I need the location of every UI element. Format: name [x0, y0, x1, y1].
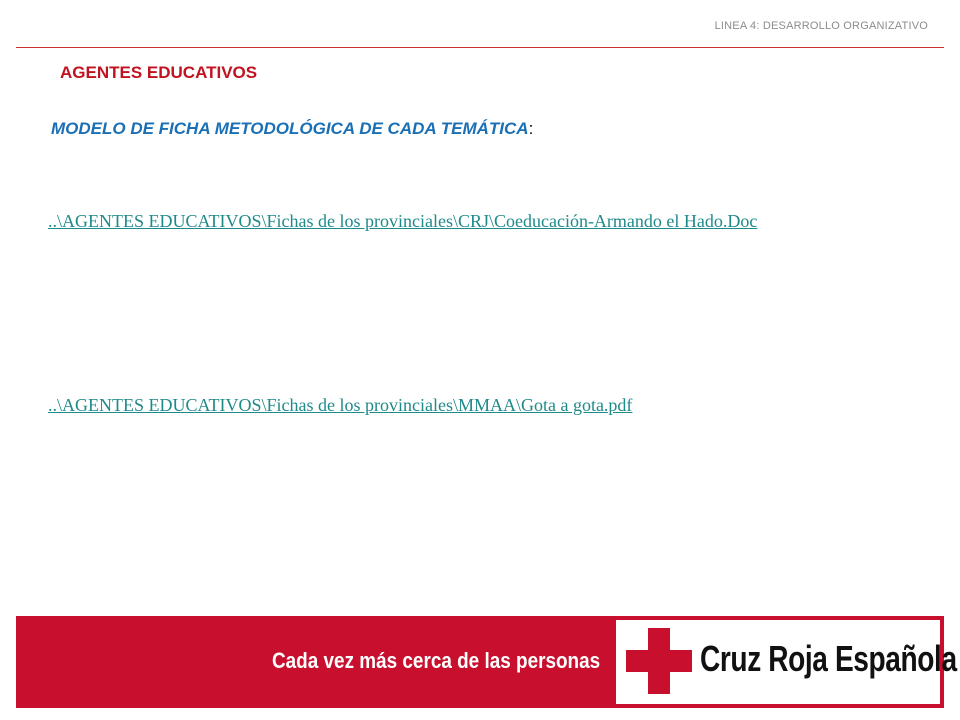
footer-tagline: Cada vez más cerca de las personas [272, 648, 601, 673]
cruz-roja-logo [616, 620, 957, 704]
file-link-coeducacion[interactable]: ..\AGENTES EDUCATIVOS\Fichas de los provinciales\CRJ\Coeducación-Armando el Hado.Doc [48, 211, 758, 231]
header-line-label: LINEA 4: DESARROLLO ORGANIZATIVO [714, 20, 928, 32]
file-link-gota-a-gota[interactable]: ..\AGENTES EDUCATIVOS\Fichas de los provinciales\MMAA\Gota a gota.pdf [48, 395, 633, 415]
subtitle [51, 119, 533, 139]
red-cross-icon [626, 628, 692, 694]
header-divider [16, 47, 944, 48]
subtitle-text: MODELO DE FICHA METODOLÓGICA DE CADA TEMÁTICA [51, 119, 529, 138]
subtitle-colon: : [528, 119, 534, 138]
section-title: AGENTES EDUCATIVOS [60, 63, 258, 82]
logo-text: Cruz Roja Española [700, 638, 957, 679]
